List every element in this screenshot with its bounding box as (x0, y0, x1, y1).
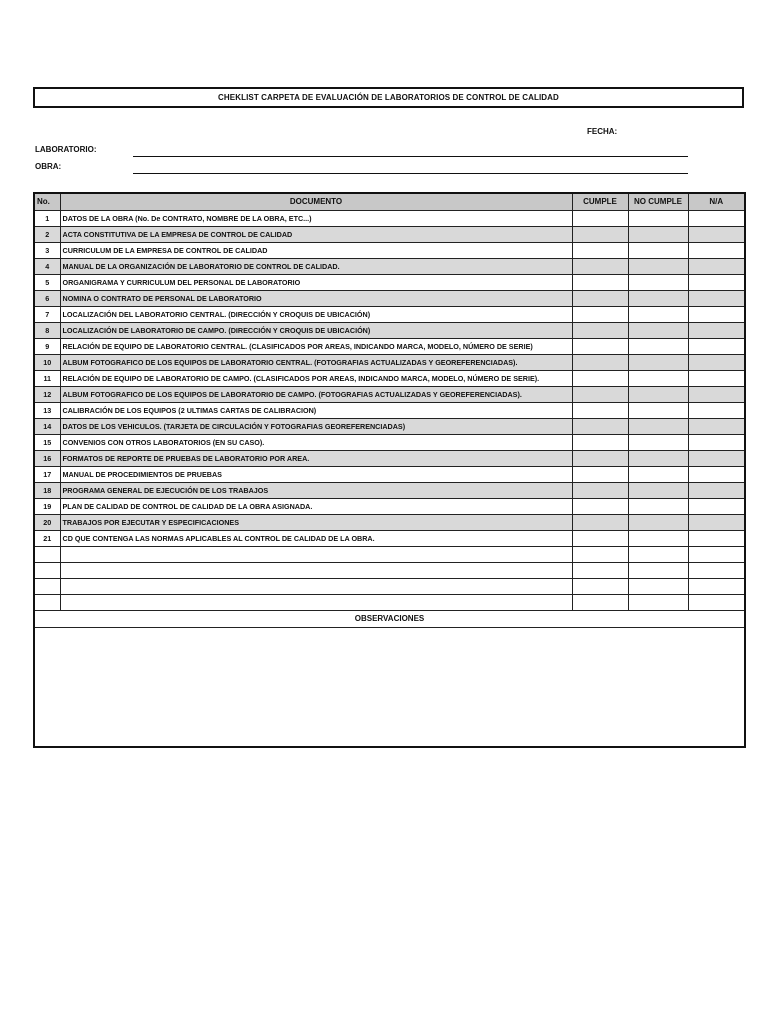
row-document: ACTA CONSTITUTIVA DE LA EMPRESA DE CONTROL DE CALIDAD (60, 226, 572, 242)
row-number: 11 (34, 370, 60, 386)
na-cell[interactable] (688, 210, 745, 226)
table-row (34, 354, 745, 370)
row-document: PROGRAMA GENERAL DE EJECUCIÓN DE LOS TRABAJOS (60, 482, 572, 498)
cumple-cell[interactable] (572, 562, 628, 578)
na-cell[interactable] (688, 530, 745, 546)
table-row (34, 338, 745, 354)
no-cumple-cell[interactable] (628, 290, 688, 306)
no-cumple-cell[interactable] (628, 354, 688, 370)
cumple-cell[interactable] (572, 386, 628, 402)
cumple-cell[interactable] (572, 338, 628, 354)
no-cumple-cell[interactable] (628, 258, 688, 274)
row-document: ALBUM FOTOGRAFICO DE LOS EQUIPOS DE LABORATORIO CENTRAL. (FOTOGRAFIAS ACTUALIZADAS Y GEOREFERENCIADAS). (60, 354, 572, 370)
cumple-cell[interactable] (572, 530, 628, 546)
na-cell[interactable] (688, 578, 745, 594)
row-number (34, 562, 60, 578)
cumple-cell[interactable] (572, 514, 628, 530)
no-cumple-cell[interactable] (628, 306, 688, 322)
no-cumple-cell[interactable] (628, 322, 688, 338)
obra-label: OBRA: (35, 162, 62, 171)
cumple-cell[interactable] (572, 354, 628, 370)
no-cumple-cell[interactable] (628, 274, 688, 290)
table-row (34, 530, 745, 546)
na-cell[interactable] (688, 226, 745, 242)
na-cell[interactable] (688, 562, 745, 578)
row-number: 9 (34, 338, 60, 354)
row-number: 12 (34, 386, 60, 402)
column-header-no: No. (34, 193, 60, 210)
table-header-row (34, 193, 745, 210)
row-number: 15 (34, 434, 60, 450)
na-cell[interactable] (688, 258, 745, 274)
table-row (34, 402, 745, 418)
na-cell[interactable] (688, 546, 745, 562)
cumple-cell[interactable] (572, 402, 628, 418)
row-number (34, 594, 60, 610)
row-document: DATOS DE LA OBRA (No. De CONTRATO, NOMBRE DE LA OBRA, ETC...) (60, 210, 572, 226)
row-document (60, 578, 572, 594)
checklist-rows (34, 210, 745, 610)
table-row (34, 434, 745, 450)
na-cell[interactable] (688, 434, 745, 450)
cumple-cell[interactable] (572, 242, 628, 258)
table-row (34, 226, 745, 242)
obra-field-line[interactable] (133, 173, 688, 174)
row-number: 13 (34, 402, 60, 418)
table-row (34, 322, 745, 338)
table-row (34, 450, 745, 466)
row-number (34, 578, 60, 594)
row-number: 2 (34, 226, 60, 242)
no-cumple-cell[interactable] (628, 242, 688, 258)
no-cumple-cell[interactable] (628, 386, 688, 402)
na-cell[interactable] (688, 402, 745, 418)
observaciones-area[interactable] (34, 627, 745, 747)
row-document (60, 546, 572, 562)
row-document: ORGANIGRAMA Y CURRICULUM DEL PERSONAL DE LABORATORIO (60, 274, 572, 290)
row-number: 18 (34, 482, 60, 498)
document-title: CHEKLIST CARPETA DE EVALUACIÓN DE LABORATORIOS DE CONTROL DE CALIDAD (33, 87, 744, 108)
no-cumple-cell[interactable] (628, 210, 688, 226)
no-cumple-cell[interactable] (628, 450, 688, 466)
no-cumple-cell[interactable] (628, 594, 688, 610)
na-cell[interactable] (688, 594, 745, 610)
row-number: 5 (34, 274, 60, 290)
row-document: MANUAL DE PROCEDIMIENTOS DE PRUEBAS (60, 466, 572, 482)
column-header-documento: DOCUMENTO (60, 193, 572, 210)
table-row (34, 258, 745, 274)
na-cell[interactable] (688, 274, 745, 290)
cumple-cell[interactable] (572, 450, 628, 466)
no-cumple-cell[interactable] (628, 498, 688, 514)
cumple-cell[interactable] (572, 482, 628, 498)
cumple-cell[interactable] (572, 578, 628, 594)
table-row (34, 386, 745, 402)
table-row (34, 210, 745, 226)
row-document: FORMATOS DE REPORTE DE PRUEBAS DE LABORATORIO POR AREA. (60, 450, 572, 466)
row-number: 8 (34, 322, 60, 338)
no-cumple-cell[interactable] (628, 434, 688, 450)
laboratorio-label: LABORATORIO: (35, 145, 97, 154)
na-cell[interactable] (688, 386, 745, 402)
table-row (34, 578, 745, 594)
row-document: DATOS DE LOS VEHICULOS. (TARJETA DE CIRCULACIÓN Y FOTOGRAFIAS GEOREFERENCIADAS) (60, 418, 572, 434)
na-cell[interactable] (688, 514, 745, 530)
table-row (34, 418, 745, 434)
table-row (34, 562, 745, 578)
row-number: 20 (34, 514, 60, 530)
no-cumple-cell[interactable] (628, 370, 688, 386)
cumple-cell[interactable] (572, 274, 628, 290)
cumple-cell[interactable] (572, 226, 628, 242)
column-header-no-cumple: NO CUMPLE (628, 193, 688, 210)
na-cell[interactable] (688, 322, 745, 338)
na-cell[interactable] (688, 466, 745, 482)
row-number: 10 (34, 354, 60, 370)
no-cumple-cell[interactable] (628, 466, 688, 482)
table-row (34, 290, 745, 306)
table-row (34, 306, 745, 322)
cumple-cell[interactable] (572, 434, 628, 450)
no-cumple-cell[interactable] (628, 546, 688, 562)
column-header-cumple: CUMPLE (572, 193, 628, 210)
row-document (60, 562, 572, 578)
row-number: 14 (34, 418, 60, 434)
fecha-label: FECHA: (587, 127, 618, 136)
observaciones-label: OBSERVACIONES (34, 610, 745, 627)
no-cumple-cell[interactable] (628, 562, 688, 578)
table-row (34, 370, 745, 386)
cumple-cell[interactable] (572, 466, 628, 482)
table-row (34, 498, 745, 514)
cumple-cell[interactable] (572, 290, 628, 306)
cumple-cell[interactable] (572, 498, 628, 514)
column-header-na: N/A (688, 193, 745, 210)
no-cumple-cell[interactable] (628, 514, 688, 530)
table-row (34, 242, 745, 258)
row-document: MANUAL DE LA ORGANIZACIÓN DE LABORATORIO DE CONTROL DE CALIDAD. (60, 258, 572, 274)
row-document (60, 594, 572, 610)
row-document: CALIBRACIÓN DE LOS EQUIPOS (2 ULTIMAS CARTAS DE CALIBRACION) (60, 402, 572, 418)
row-number: 6 (34, 290, 60, 306)
cumple-cell[interactable] (572, 210, 628, 226)
row-document: CONVENIOS CON OTROS LABORATORIOS (EN SU CASO). (60, 434, 572, 450)
table-row (34, 514, 745, 530)
table-row (34, 274, 745, 290)
no-cumple-cell[interactable] (628, 418, 688, 434)
na-cell[interactable] (688, 370, 745, 386)
no-cumple-cell[interactable] (628, 402, 688, 418)
cumple-cell[interactable] (572, 418, 628, 434)
cumple-cell[interactable] (572, 322, 628, 338)
row-document: LOCALIZACIÓN DEL LABORATORIO CENTRAL. (DIRECCIÓN Y CROQUIS DE UBICACIÓN) (60, 306, 572, 322)
row-document: CD QUE CONTENGA LAS NORMAS APLICABLES AL CONTROL DE CALIDAD DE LA OBRA. (60, 530, 572, 546)
row-number: 17 (34, 466, 60, 482)
row-number: 1 (34, 210, 60, 226)
row-document: NOMINA O CONTRATO DE PERSONAL DE LABORATORIO (60, 290, 572, 306)
cumple-cell[interactable] (572, 594, 628, 610)
cumple-cell[interactable] (572, 546, 628, 562)
row-document: RELACIÓN DE EQUIPO DE LABORATORIO DE CAMPO. (CLASIFICADOS POR AREAS, INDICANDO MARCA, MODELO, NÚMERO DE SERIE). (60, 370, 572, 386)
table-row (34, 482, 745, 498)
no-cumple-cell[interactable] (628, 482, 688, 498)
table-row (34, 466, 745, 482)
row-number: 4 (34, 258, 60, 274)
row-number: 21 (34, 530, 60, 546)
na-cell[interactable] (688, 418, 745, 434)
row-number: 16 (34, 450, 60, 466)
row-number: 7 (34, 306, 60, 322)
observaciones-header-row (34, 610, 745, 627)
no-cumple-cell[interactable] (628, 578, 688, 594)
na-cell[interactable] (688, 498, 745, 514)
no-cumple-cell[interactable] (628, 226, 688, 242)
na-cell[interactable] (688, 354, 745, 370)
na-cell[interactable] (688, 306, 745, 322)
cumple-cell[interactable] (572, 370, 628, 386)
na-cell[interactable] (688, 338, 745, 354)
cumple-cell[interactable] (572, 258, 628, 274)
row-number: 3 (34, 242, 60, 258)
checklist-table (33, 192, 746, 748)
row-document: ALBUM FOTOGRAFICO DE LOS EQUIPOS DE LABORATORIO DE CAMPO. (FOTOGRAFIAS ACTUALIZADAS Y GEOREFERENCIADAS). (60, 386, 572, 402)
row-number: 19 (34, 498, 60, 514)
row-document: PLAN DE CALIDAD DE CONTROL DE CALIDAD DE LA OBRA ASIGNADA. (60, 498, 572, 514)
no-cumple-cell[interactable] (628, 530, 688, 546)
row-document: RELACIÓN DE EQUIPO DE LABORATORIO CENTRAL. (CLASIFICADOS POR AREAS, INDICANDO MARCA, MODELO, NÚMERO DE SERIE) (60, 338, 572, 354)
cumple-cell[interactable] (572, 306, 628, 322)
na-cell[interactable] (688, 482, 745, 498)
na-cell[interactable] (688, 290, 745, 306)
table-row (34, 594, 745, 610)
laboratorio-field-line[interactable] (133, 156, 688, 157)
row-document: LOCALIZACIÓN DE LABORATORIO DE CAMPO. (DIRECCIÓN Y CROQUIS DE UBICACIÓN) (60, 322, 572, 338)
na-cell[interactable] (688, 242, 745, 258)
row-number (34, 546, 60, 562)
table-row (34, 546, 745, 562)
row-document: TRABAJOS POR EJECUTAR Y ESPECIFICACIONES (60, 514, 572, 530)
na-cell[interactable] (688, 450, 745, 466)
no-cumple-cell[interactable] (628, 338, 688, 354)
row-document: CURRICULUM DE LA EMPRESA DE CONTROL DE CALIDAD (60, 242, 572, 258)
observaciones-row (34, 627, 745, 747)
